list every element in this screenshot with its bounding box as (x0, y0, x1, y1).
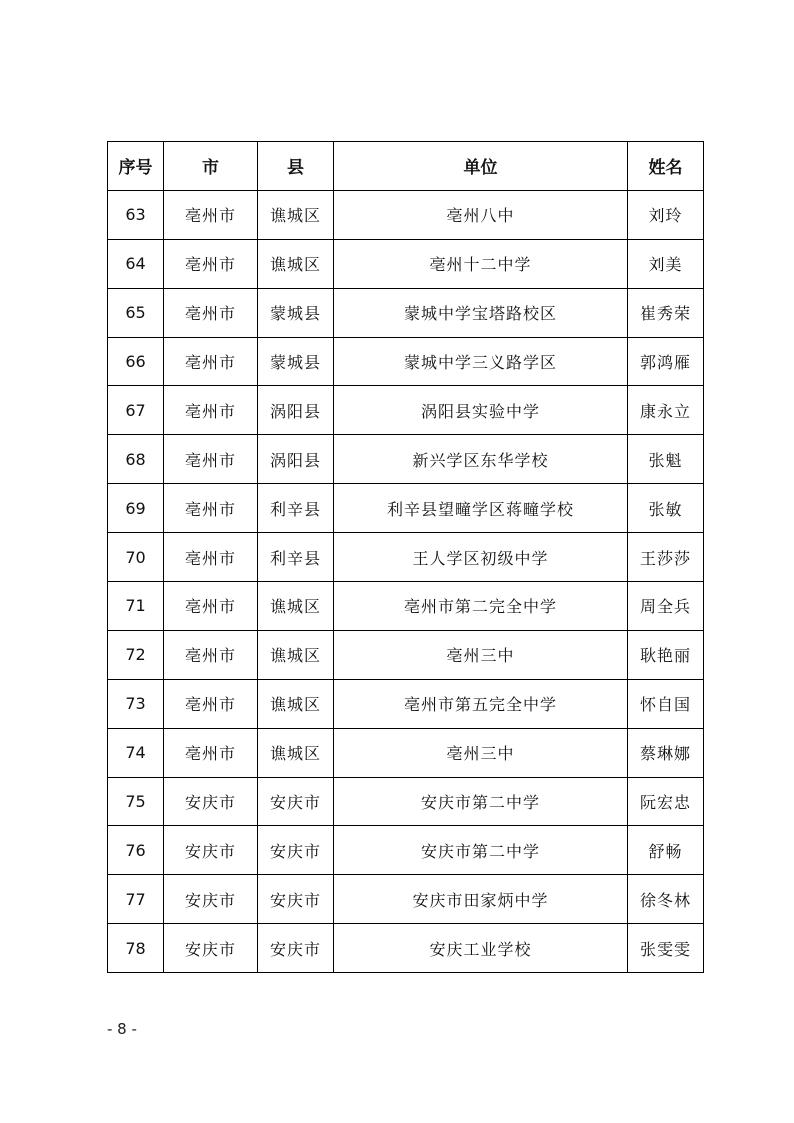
cell-name: 张魁 (628, 435, 704, 484)
cell-name: 崔秀荣 (628, 288, 704, 337)
table-body (108, 190, 704, 972)
roster-table (107, 141, 704, 973)
cell-city: 亳州市 (164, 288, 258, 337)
cell-county: 蒙城县 (258, 337, 334, 386)
table-row (108, 875, 704, 924)
cell-unit: 亳州三中 (334, 728, 628, 777)
cell-unit: 王人学区初级中学 (334, 533, 628, 582)
table-row (108, 337, 704, 386)
table-row (108, 386, 704, 435)
cell-county: 谯城区 (258, 630, 334, 679)
cell-unit: 蒙城中学三义路学区 (334, 337, 628, 386)
cell-seq: 70 (108, 533, 164, 582)
cell-unit: 安庆市第二中学 (334, 777, 628, 826)
cell-seq: 67 (108, 386, 164, 435)
table-row (108, 435, 704, 484)
cell-seq: 63 (108, 190, 164, 239)
cell-name: 耿艳丽 (628, 630, 704, 679)
cell-county: 安庆市 (258, 875, 334, 924)
cell-name: 张雯雯 (628, 924, 704, 973)
cell-city: 安庆市 (164, 875, 258, 924)
cell-unit: 蒙城中学宝塔路校区 (334, 288, 628, 337)
cell-city: 亳州市 (164, 337, 258, 386)
cell-unit: 安庆工业学校 (334, 924, 628, 973)
cell-name: 刘美 (628, 239, 704, 288)
cell-unit: 安庆市第二中学 (334, 826, 628, 875)
cell-county: 利辛县 (258, 533, 334, 582)
cell-county: 利辛县 (258, 484, 334, 533)
table-header-row (108, 142, 704, 191)
cell-unit: 安庆市田家炳中学 (334, 875, 628, 924)
cell-name: 阮宏忠 (628, 777, 704, 826)
table-row (108, 533, 704, 582)
table-row (108, 826, 704, 875)
cell-seq: 72 (108, 630, 164, 679)
cell-county: 安庆市 (258, 826, 334, 875)
cell-seq: 74 (108, 728, 164, 777)
cell-county: 谯城区 (258, 190, 334, 239)
cell-seq: 76 (108, 826, 164, 875)
cell-seq: 65 (108, 288, 164, 337)
cell-name: 康永立 (628, 386, 704, 435)
table-row (108, 190, 704, 239)
table-row (108, 630, 704, 679)
table-row (108, 582, 704, 631)
cell-seq: 69 (108, 484, 164, 533)
cell-county: 谯城区 (258, 582, 334, 631)
header-seq: 序号 (108, 142, 164, 191)
cell-name: 郭鸿雁 (628, 337, 704, 386)
cell-seq: 73 (108, 679, 164, 728)
table-row (108, 239, 704, 288)
cell-city: 安庆市 (164, 826, 258, 875)
table-row (108, 484, 704, 533)
cell-name: 周全兵 (628, 582, 704, 631)
cell-county: 涡阳县 (258, 386, 334, 435)
cell-city: 亳州市 (164, 484, 258, 533)
cell-unit: 新兴学区东华学校 (334, 435, 628, 484)
cell-county: 安庆市 (258, 924, 334, 973)
table-row (108, 924, 704, 973)
table-row (108, 288, 704, 337)
cell-name: 刘玲 (628, 190, 704, 239)
page-number: - 8 - (107, 1020, 137, 1038)
cell-city: 亳州市 (164, 728, 258, 777)
table-row (108, 728, 704, 777)
cell-city: 安庆市 (164, 924, 258, 973)
cell-city: 亳州市 (164, 679, 258, 728)
cell-city: 亳州市 (164, 435, 258, 484)
cell-county: 谯城区 (258, 239, 334, 288)
cell-city: 安庆市 (164, 777, 258, 826)
cell-seq: 71 (108, 582, 164, 631)
cell-seq: 68 (108, 435, 164, 484)
cell-name: 王莎莎 (628, 533, 704, 582)
cell-county: 涡阳县 (258, 435, 334, 484)
cell-name: 张敏 (628, 484, 704, 533)
cell-seq: 78 (108, 924, 164, 973)
cell-city: 亳州市 (164, 239, 258, 288)
cell-county: 蒙城县 (258, 288, 334, 337)
cell-city: 亳州市 (164, 386, 258, 435)
cell-unit: 涡阳县实验中学 (334, 386, 628, 435)
cell-county: 谯城区 (258, 679, 334, 728)
cell-name: 蔡琳娜 (628, 728, 704, 777)
table-row (108, 777, 704, 826)
cell-city: 亳州市 (164, 582, 258, 631)
cell-name: 徐冬林 (628, 875, 704, 924)
cell-unit: 亳州十二中学 (334, 239, 628, 288)
cell-unit: 亳州市第五完全中学 (334, 679, 628, 728)
cell-unit: 利辛县望疃学区蒋疃学校 (334, 484, 628, 533)
cell-seq: 75 (108, 777, 164, 826)
header-city: 市 (164, 142, 258, 191)
cell-city: 亳州市 (164, 190, 258, 239)
cell-unit: 亳州八中 (334, 190, 628, 239)
cell-city: 亳州市 (164, 630, 258, 679)
cell-city: 亳州市 (164, 533, 258, 582)
cell-county: 安庆市 (258, 777, 334, 826)
cell-name: 舒畅 (628, 826, 704, 875)
cell-name: 怀自国 (628, 679, 704, 728)
cell-seq: 77 (108, 875, 164, 924)
header-unit: 单位 (334, 142, 628, 191)
cell-county: 谯城区 (258, 728, 334, 777)
cell-unit: 亳州三中 (334, 630, 628, 679)
cell-unit: 亳州市第二完全中学 (334, 582, 628, 631)
header-county: 县 (258, 142, 334, 191)
header-name: 姓名 (628, 142, 704, 191)
table-row (108, 679, 704, 728)
cell-seq: 66 (108, 337, 164, 386)
cell-seq: 64 (108, 239, 164, 288)
